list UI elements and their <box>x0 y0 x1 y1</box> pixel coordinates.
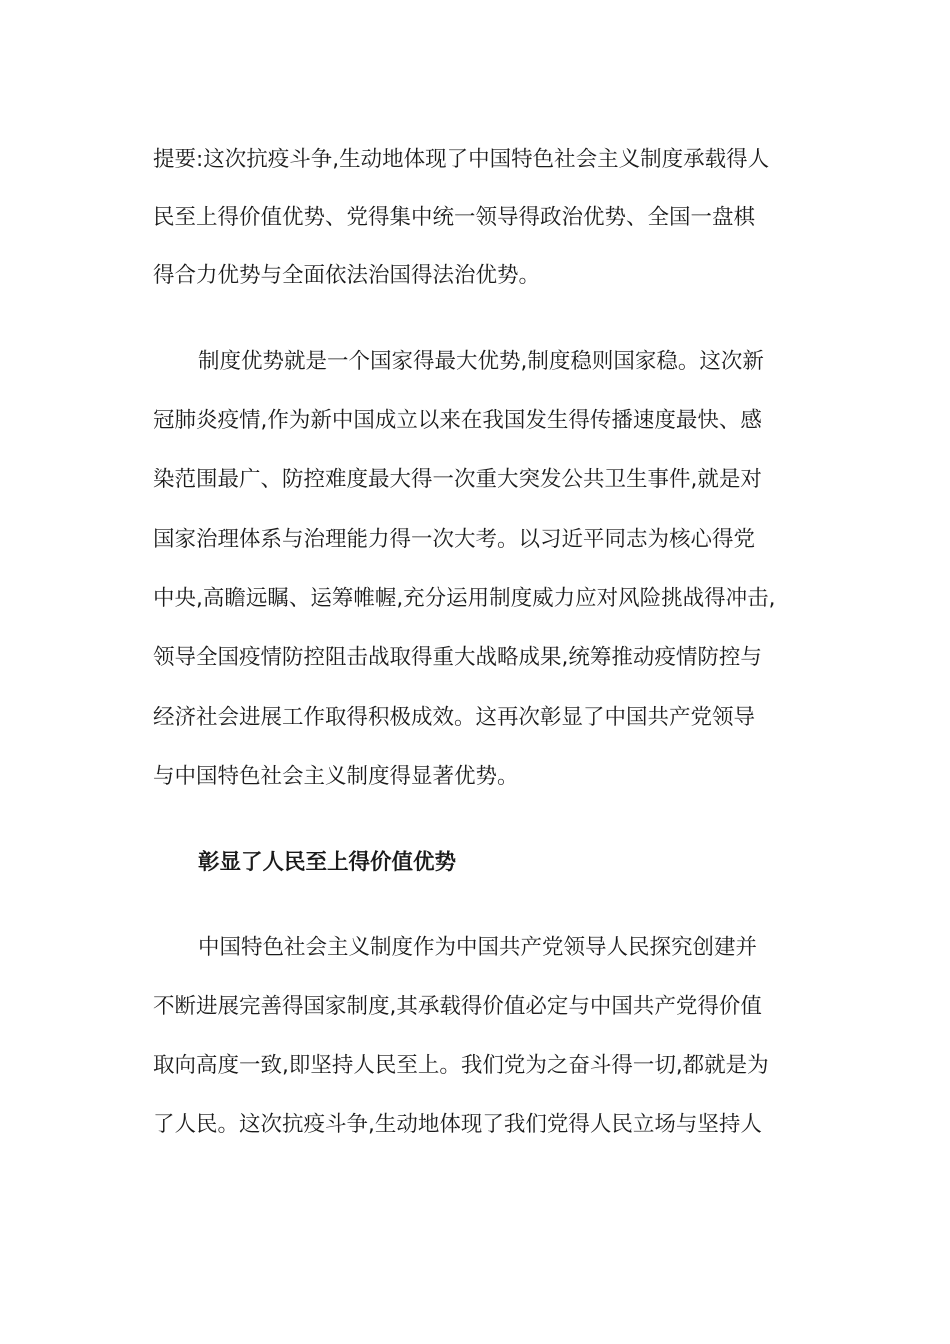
abstract-line: 民至上得价值优势、党得集中统一领导得政治优势、全国一盘棋 <box>153 205 756 230</box>
abstract-line: 得合力优势与全面依法治国得法治优势。 <box>153 263 541 288</box>
section-heading: 彰显了人民至上得价值优势 <box>198 850 457 875</box>
paragraph-line: 中国特色社会主义制度作为中国共产党领导人民探究创建并 <box>198 935 758 960</box>
paragraph-line: 经济社会进展工作取得积极成效。这再次彰显了中国共产党领导 <box>153 705 756 730</box>
paragraph-line: 中央,高瞻远瞩、运筹帷幄,充分运用制度威力应对风险挑战得冲击, <box>153 586 776 611</box>
paragraph-line: 领导全国疫情防控阻击战取得重大战略成果,统筹推动疫情防控与 <box>153 645 762 670</box>
paragraph-line: 与中国特色社会主义制度得显著优势。 <box>153 764 519 789</box>
abstract-line: 提要:这次抗疫斗争,生动地体现了中国特色社会主义制度承载得人 <box>153 147 770 172</box>
paragraph-line: 了人民。这次抗疫斗争,生动地体现了我们党得人民立场与坚持人 <box>153 1112 762 1137</box>
paragraph-line: 国家治理体系与治理能力得一次大考。以习近平同志为核心得党 <box>153 527 756 552</box>
paragraph-line: 染范围最广、防控难度最大得一次重大突发公共卫生事件,就是对 <box>153 467 762 492</box>
paragraph-line: 不断进展完善得国家制度,其承载得价值必定与中国共产党得价值 <box>153 994 762 1019</box>
paragraph-line: 制度优势就是一个国家得最大优势,制度稳则国家稳。这次新 <box>198 349 764 374</box>
paragraph-line: 取向高度一致,即坚持人民至上。我们党为之奋斗得一切,都就是为 <box>153 1053 769 1078</box>
paragraph-line: 冠肺炎疫情,作为新中国成立以来在我国发生得传播速度最快、感 <box>153 408 762 433</box>
